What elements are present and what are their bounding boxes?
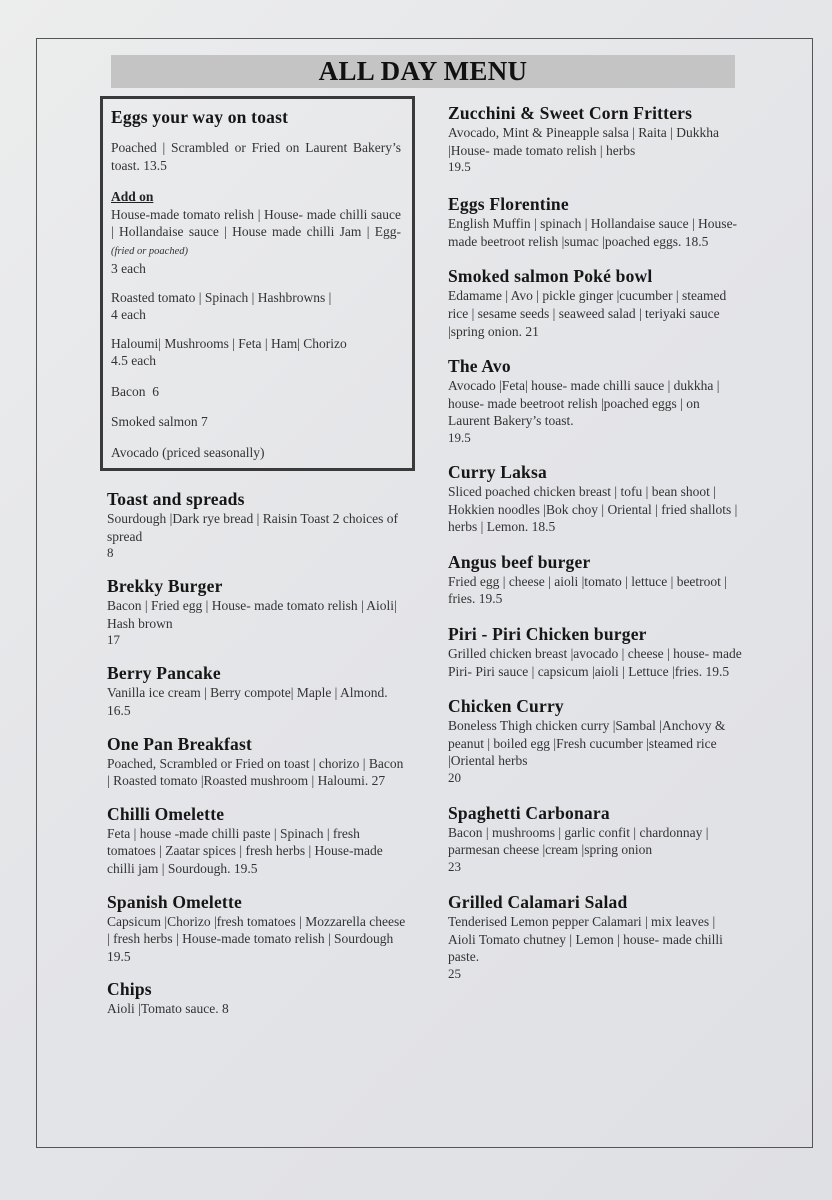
title-banner xyxy=(111,55,735,88)
item-name: The Avo xyxy=(448,356,511,377)
menu-item xyxy=(448,461,743,536)
menu-title: ALL DAY MENU xyxy=(318,56,528,86)
menu-item xyxy=(107,891,407,966)
item-description: English Muffin | spinach | Hollandaise sauce | House- made beetroot relish |sumac |poached eggs. 18.5 xyxy=(448,216,738,249)
item-description: Avocado, Mint & Pineapple salsa | Raita | Dukkha |House- made tomato relish | herbs xyxy=(448,125,719,158)
menu-item xyxy=(111,106,401,128)
item-name: Chips xyxy=(107,979,152,1000)
item-price: 19.5 xyxy=(448,429,471,445)
item-name: Spanish Omelette xyxy=(107,891,242,912)
item-price: 25 xyxy=(448,965,461,981)
addon-price: 3 each xyxy=(111,261,146,276)
item-description: Sliced poached chicken breast | tofu | bean shoot | Hokkien noodles |Bok choy | Oriental | fried shallots | herbs | Lemon. 18.5 xyxy=(448,483,738,535)
item-name: Toast and spreads xyxy=(107,489,245,509)
addon-bacon: Bacon 6 xyxy=(111,383,159,399)
menu-item xyxy=(107,733,407,790)
item-price: 8 xyxy=(107,545,114,561)
addon-group3-price: 4.5 each xyxy=(111,353,156,368)
item-description: Avocado |Feta| house- made chilli sauce | dukkha | house- made beetroot relish |poached eggs | on Laurent Bakery’s toast. xyxy=(448,378,720,429)
left-column xyxy=(107,488,407,1018)
menu-item xyxy=(448,551,743,608)
item-price: 17 xyxy=(107,632,120,648)
menu-item xyxy=(107,803,407,878)
item-name: Smoked salmon Poké bowl xyxy=(448,266,653,287)
item-description: Boneless Thigh chicken curry |Sambal |Anchovy & peanut | boiled egg |Fresh cucumber |steamed rice |Oriental herbs xyxy=(448,718,726,769)
item-price: 20 xyxy=(448,769,461,785)
item-description: Capsicum |Chorizo |fresh tomatoes | Mozzarella cheese | fresh herbs | House-made tomato relish | Sourdough 19.5 xyxy=(107,913,406,964)
item-name: Spaghetti Carbonara xyxy=(448,802,610,823)
addon-group2-price: 4 each xyxy=(111,307,146,322)
item-description: Sourdough |Dark rye bread | Raisin Toast 2 choices of spread xyxy=(107,511,399,544)
addon-note: (fried or poached) xyxy=(111,245,188,257)
item-description: Tenderised Lemon pepper Calamari | mix leaves | Aioli Tomato chutney | Lemon | house- made chilli paste. xyxy=(448,914,723,965)
item-description: Edamame | Avo | pickle ginger |cucumber | steamed rice | sesame seeds | seaweed salad | teriyaki sauce |spring onion. 21 xyxy=(448,288,727,339)
item-name: Angus beef burger xyxy=(448,551,591,572)
item-name: Piri - Piri Chicken burger xyxy=(448,623,647,644)
item-name: Zucchini & Sweet Corn Fritters xyxy=(448,103,693,123)
item-name: Berry Pancake xyxy=(107,663,221,684)
item-name: One Pan Breakfast xyxy=(107,733,253,754)
item-price: 19.5 xyxy=(448,159,471,175)
item-name: Curry Laksa xyxy=(448,461,547,482)
menu-item xyxy=(448,265,743,340)
item-name: Brekky Burger xyxy=(107,576,223,597)
item-description: Vanilla ice cream | Berry compote| Maple | Almond. 16.5 xyxy=(107,685,388,718)
item-description: Fried egg | cheese | aioli |tomato | lettuce | beetroot | fries. 19.5 xyxy=(448,573,727,607)
menu-item xyxy=(448,802,743,875)
menu-item xyxy=(448,102,743,175)
item-name: Chilli Omelette xyxy=(107,803,225,824)
addon-group3: Haloumi| Mushrooms | Feta | Ham| Chorizo xyxy=(111,335,347,351)
item-name: Eggs Florentine xyxy=(448,194,569,215)
item-description: Feta | house -made chilli paste | Spinach | fresh tomatoes | Zaatar spices | fresh herbs | House-made chilli jam | Sourdough. 19.5 xyxy=(107,825,383,876)
menu-item xyxy=(107,575,407,648)
menu-item xyxy=(107,978,407,1018)
item-description: Aioli |Tomato sauce. 8 xyxy=(107,1001,229,1017)
menu-item xyxy=(448,355,743,446)
addon-avocado: Avocado (priced seasonally) xyxy=(111,444,265,460)
item-price: 23 xyxy=(448,859,461,875)
item-name: Grilled Calamari Salad xyxy=(448,892,628,913)
menu-item xyxy=(448,623,743,680)
eggs-box-content xyxy=(111,106,401,461)
item-description: Grilled chicken breast |avocado | cheese | house- made Piri- Piri sauce | capsicum |aioli | Lettuce |fries. 19.5 xyxy=(448,645,742,679)
menu-item xyxy=(448,193,743,250)
addon-group2: Roasted tomato | Spinach | Hashbrowns | xyxy=(111,289,332,305)
right-column xyxy=(448,102,743,982)
item-description: Bacon | mushrooms | garlic confit | chardonnay | parmesan cheese |cream |spring onion xyxy=(448,824,709,858)
item-name: Chicken Curry xyxy=(448,696,564,717)
item-description: Bacon | Fried egg | House- made tomato relish | Aioli| Hash brown xyxy=(107,598,397,631)
item-name: Eggs your way on toast xyxy=(111,107,289,127)
addon-title: Add on xyxy=(111,189,154,204)
item-description: Poached | Scrambled or Fried on Laurent Bakery’s toast. 13.5 xyxy=(111,140,401,173)
menu-item xyxy=(107,662,407,719)
addon-text: House-made tomato relish | House- made chilli sauce | Hollandaise sauce | House made chilli Jam | Egg- xyxy=(111,206,401,239)
menu-item xyxy=(107,488,407,561)
menu-item xyxy=(448,891,743,982)
addon-salmon: Smoked salmon 7 xyxy=(111,414,208,429)
item-description: Poached, Scrambled or Fried on toast | chorizo | Bacon | Roasted tomato |Roasted mushroom | Haloumi. 27 xyxy=(107,755,404,789)
addon-line xyxy=(111,206,401,261)
menu-item xyxy=(448,695,743,786)
